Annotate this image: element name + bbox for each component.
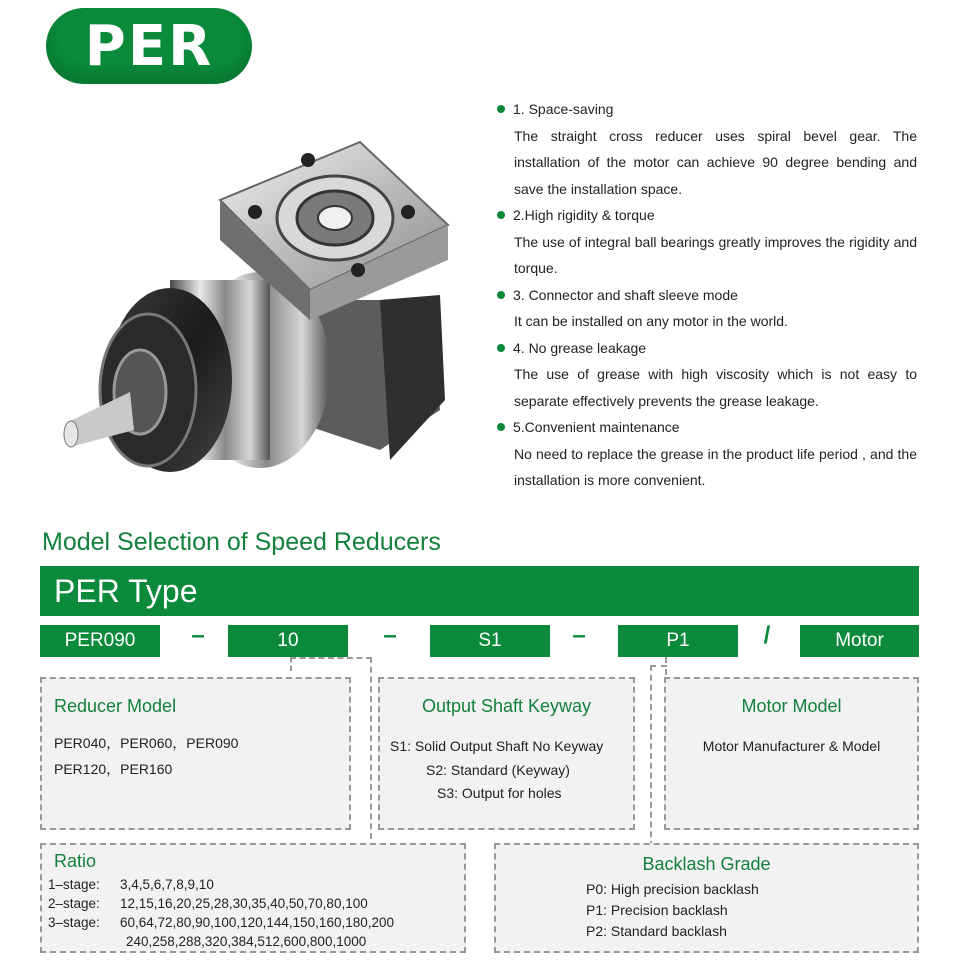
- feature-desc: The straight cross reducer uses spiral bevel gear. The installation of the motor can achieve 90 degree bending and save the installation space.: [514, 127, 917, 197]
- feature-item: [497, 202, 917, 282]
- code-separator: /: [763, 622, 771, 649]
- output-shaft-line: S1: Solid Output Shaft No Keyway: [390, 738, 604, 754]
- backlash-item: P2: Standard backlash: [586, 923, 727, 939]
- feature-desc: It can be installed on any motor in the world.: [514, 313, 788, 329]
- bullet-icon: [497, 211, 505, 219]
- ratio-stage-values: 3,4,5,6,7,8,9,10: [120, 877, 214, 892]
- motor-model-title: Motor Model: [741, 696, 842, 716]
- backlash-item: P0: High precision backlash: [586, 881, 759, 897]
- feature-item: [497, 96, 917, 202]
- output-shaft-line: S2: Standard (Keyway): [426, 762, 570, 778]
- feature-item: [497, 335, 917, 415]
- code-backlash: P1: [618, 625, 738, 657]
- code-ratio: 10: [228, 625, 348, 657]
- reducer-model-box: [40, 677, 351, 830]
- motor-model-line: Motor Manufacturer & Model: [702, 738, 881, 754]
- backlash-item: P1: Precision backlash: [586, 902, 728, 918]
- feature-title: 5.Convenient maintenance: [513, 419, 680, 435]
- output-shaft-line: S3: Output for holes: [437, 785, 562, 801]
- connector-line: [290, 657, 292, 671]
- feature-desc: The use of grease with high viscosity which is not easy to separate effectively prevents the grease leakage.: [514, 366, 917, 409]
- feature-desc: The use of integral ball bearings greatly improves the rigidity and torque.: [514, 233, 917, 276]
- reducer-model-title: Reducer Model: [54, 696, 177, 716]
- ratio-box: [40, 843, 466, 953]
- code-model: PER090: [40, 625, 160, 657]
- feature-title: 3. Connector and shaft sleeve mode: [513, 286, 738, 303]
- backlash-title: Backlash Grade: [642, 854, 771, 874]
- bullet-icon: [497, 105, 505, 113]
- feature-list: [497, 96, 917, 494]
- output-shaft-title: Output Shaft Keyway: [421, 696, 592, 716]
- code-separator: –: [191, 622, 205, 649]
- code-separator: –: [572, 622, 586, 649]
- ratio-table: [48, 875, 394, 951]
- code-separator: –: [383, 622, 397, 649]
- ratio-stage-label: 1–stage:: [48, 877, 100, 892]
- ratio-stage-values: 12,15,16,20,25,28,30,35,40,50,70,80,100: [120, 896, 368, 911]
- bullet-icon: [497, 291, 505, 299]
- reducer-model-line: PER120，PER160: [54, 761, 173, 777]
- ratio-title: Ratio: [54, 851, 97, 871]
- feature-title: 1. Space-saving: [513, 101, 614, 117]
- bullet-icon: [497, 423, 505, 431]
- bullet-icon: [497, 344, 505, 352]
- product-image: [60, 130, 470, 490]
- reducer-model-line: PER040，PER060，PER090: [54, 735, 239, 751]
- output-shaft-box: [378, 677, 635, 830]
- code-shaft: S1: [430, 625, 550, 657]
- feature-title: 2.High rigidity & torque: [513, 207, 655, 223]
- ratio-stage-label: 2–stage:: [48, 896, 100, 911]
- feature-item: [497, 282, 917, 335]
- type-bar: PER Type: [40, 566, 919, 616]
- code-motor: Motor: [800, 625, 919, 657]
- motor-model-box: [664, 677, 919, 830]
- section-title: Model Selection of Speed Reducers: [42, 528, 441, 556]
- ratio-stage-values: 240,258,288,320,384,512,600,800,1000: [126, 934, 367, 949]
- ratio-stage-values: 60,64,72,80,90,100,120,144,150,160,180,200: [120, 915, 395, 930]
- backlash-box: [494, 843, 919, 953]
- ratio-stage-label: 3–stage:: [48, 915, 100, 930]
- feature-title: 4. No grease leakage: [513, 339, 647, 356]
- feature-item: [497, 414, 917, 494]
- backlash-list: [586, 879, 759, 942]
- feature-desc: No need to replace the grease in the product life period , and the installation is more convenient.: [514, 445, 917, 488]
- per-badge: PER: [46, 8, 252, 84]
